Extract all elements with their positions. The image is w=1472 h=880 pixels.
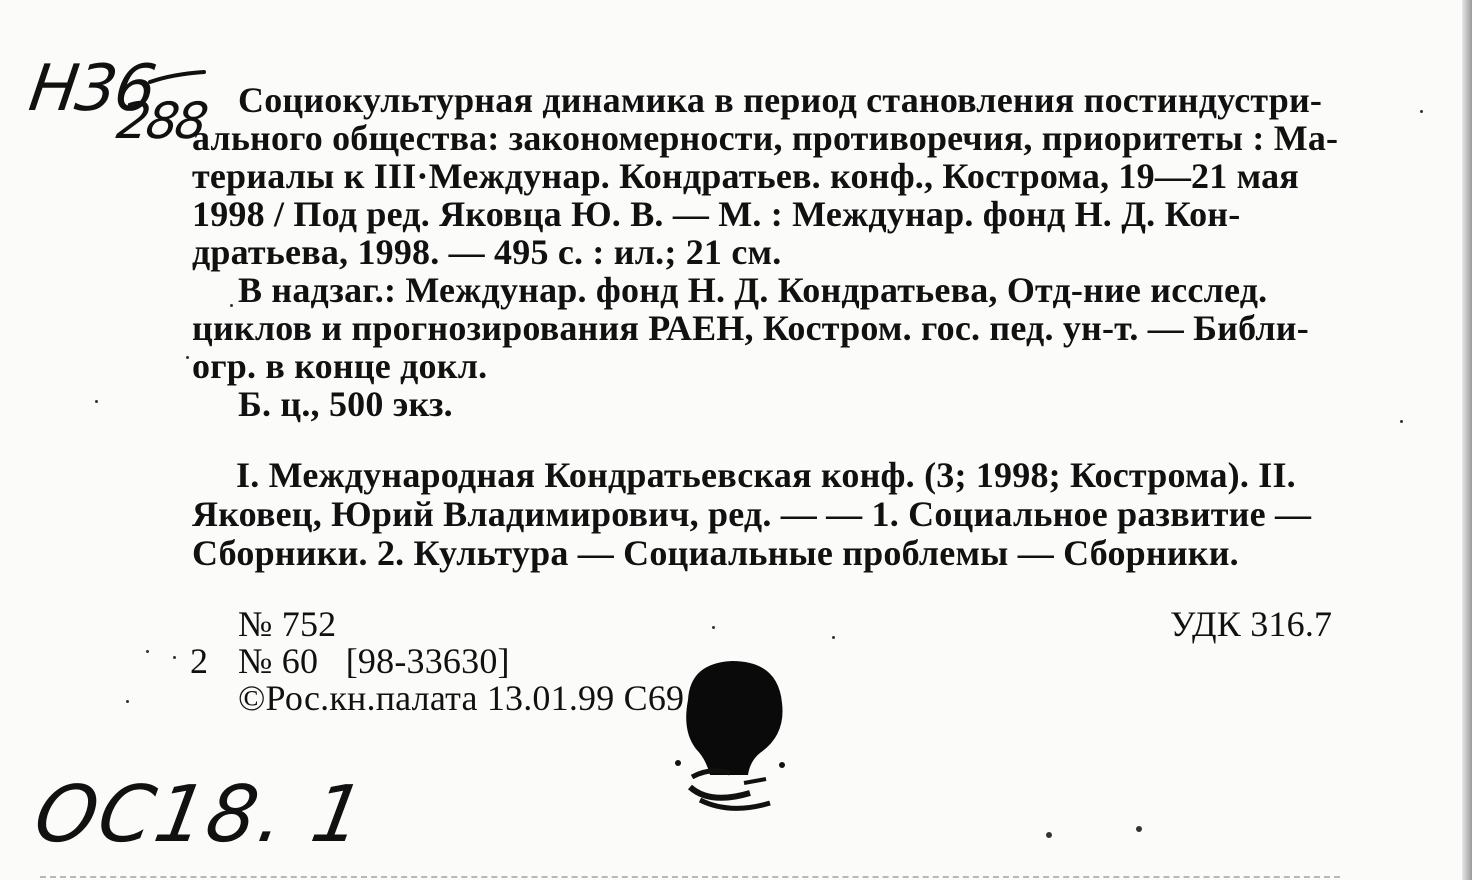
handwritten-shelf-mark: ОС18. 1 [28,770,373,860]
title-line-5: дратьева, 1998. — 495 с. : ил.; 21 см. [192,232,782,272]
handwritten-fraction-bar [148,68,208,88]
price-line: Б. ц., 500 экз. [238,384,453,424]
handwritten-call-number-bottom: 288 [112,92,210,150]
ink-blot [670,655,800,825]
subject-line-2: Яковец, Юрий Владимирович, ред. — — 1. Социальное развитие — [192,494,1312,534]
title-line-1: Социокультурная динамика в период становления постиндустри- [238,80,1323,120]
udk-code: УДК 316.7 [1170,604,1333,644]
book-chamber-line: ©Рос.кн.палата 13.01.99 С69 [238,678,685,718]
card-bottom-edge [40,876,1340,878]
scan-speck [1420,110,1423,113]
handwritten-call-number-top: Н36 [24,52,159,126]
scan-speck [712,626,715,629]
scan-speck [1400,420,1403,423]
footer-number-line-2: № 60 [98-33630] [238,641,510,681]
note-line-2: циклов и прогнозирования РАЕН, Костром. гос. пед. ун-т. — Библи- [192,308,1309,348]
scan-speck [832,636,835,639]
scan-speck [126,700,129,703]
scan-speck [1046,832,1052,838]
scan-speck [230,304,233,307]
footer-number-line: № 752 [238,604,337,644]
title-line-3: териалы к III·Междунар. Кондратьев. конф., Кострома, 19—21 мая [192,156,1299,196]
scan-speck [173,656,176,659]
scan-speck [186,356,189,359]
card-edge-shadow [1462,0,1472,880]
note-line-3: огр. в конце докл. [192,346,488,386]
title-line-2: ального общества: закономерности, противоречия, приоритеты : Ма- [192,118,1339,158]
footer-copies-prefix: 2 [190,641,209,681]
title-line-4: 1998 / Под ред. Яковца Ю. В. — М. : Междунар. фонд Н. Д. Кон- [192,194,1241,234]
scan-speck [95,400,98,403]
scan-speck [1136,826,1142,832]
scan-speck [146,650,149,653]
note-line-1: В надзаг.: Междунар. фонд Н. Д. Кондратьева, Отд-ние исслед. [238,270,1268,310]
subject-line-3: Сборники. 2. Культура — Социальные проблемы — Сборники. [192,533,1239,573]
subject-line-1: I. Международная Кондратьевская конф. (3; 1998; Кострома). II. [236,455,1296,495]
